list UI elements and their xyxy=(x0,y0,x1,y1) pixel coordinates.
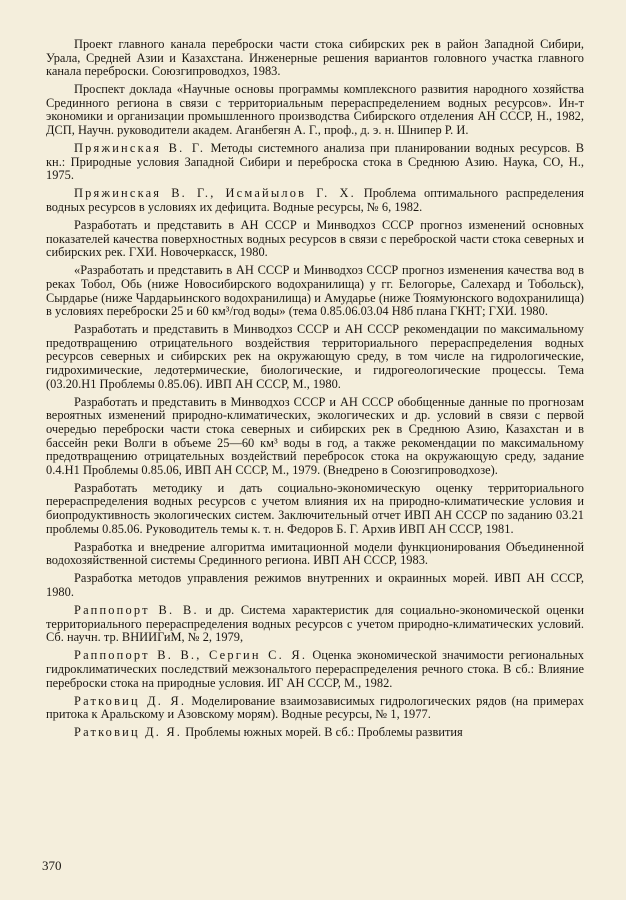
page-number: 370 xyxy=(42,858,62,873)
entry-text: Проблема оптимального распределения водных ресурсов в условиях их дефицита. Водные ресурсы, № 6, 1982. xyxy=(46,186,584,215)
entry-text: «Разработать и представить в АН СССР и Минводхоз СССР прогноз изменения качества вод в реках Тобол, Обь (ниже Новосибирского водохранилища) у гг. Белогорье, Салехард и Тобольск), Сырдарье (ниже Чардарьинского водохранилища) и Амударье (ниже Тюямуюнского водохранилища) в условиях переброски 25 и 60 км³/год воды» (тема 0.85.06.03.04 Н8б плана ГКНТ; ГХИ. 1980. xyxy=(46,263,584,319)
entry-text: Разработать и представить в Минводхоз СССР и АН СССР обобщенные данные по прогнозам вероятных изменений природно-климатических, экологических и др. условий в связи с первой очередью переброски части стока северных и сибирских рек в Среднюю Азию, Казахстан и в бассейн реки Волги в объеме 25—60 км³ воды в год, а также рекомендации по максимальному предотвращению отрицательных воздействий перебросок стока на окружающую среду, задание 0.4.Н1 Проблемы 0.85.06, ИВП АН СССР, М., 1979. (Внедрено в Союзгипроводхозе). xyxy=(46,394,584,477)
entry-author: Раппопорт В. В., Сергин С. Я. xyxy=(74,648,308,663)
entry-text: Разработка и внедрение алгоритма имитационной модели функционирования Объединенной водохозяйственной системы Срединного региона. ИВП АН СССР, 1983. xyxy=(46,539,584,568)
entry-text: Разработка методов управления режимов внутренних и окраинных морей. ИВП АН СССР, 1980. xyxy=(46,571,584,599)
bibliography-entry xyxy=(46,541,584,568)
entry-text: Проспект доклада «Научные основы программы комплексного развития народного хозяйства Срединного региона в связи с территориальным перераспределением водных ресурсов». Ин-т экономики и организации промышленного производства Сибирского отделения АН СССР, Н., 1982, ДСП, Научн. руководители академ. Аганбегян А. Г., проф., д. э. н. Шнипер Р. И. xyxy=(46,82,584,138)
entry-text: и др. Система характеристик для социально-экономической оценки территориального перераспределения водных ресурсов с учетом природно-климатических условий. Сб. научн. тр. ВНИИГиМ, № 2, 1979, xyxy=(46,603,584,645)
bibliography-entry xyxy=(46,726,584,740)
bibliography-entry xyxy=(46,604,584,645)
entry-author: Раппопорт В. В. xyxy=(74,603,199,618)
entry-author: Пряжинская В. Г. xyxy=(74,141,206,156)
bibliography-entry xyxy=(46,264,584,318)
bibliography-entry xyxy=(46,83,584,137)
entry-author: Ратковиц Д. Я. xyxy=(74,693,187,708)
bibliography-entry xyxy=(46,572,584,599)
entry-text: Моделирование взаимозависимых гидрологических рядов (на примерах притока к Аральскому и Азовскому морям). Водные ресурсы, № 1, 1977. xyxy=(46,693,584,722)
bibliography-entry xyxy=(46,219,584,260)
entry-text: Оценка экономической значимости региональных гидроклиматических последствий межзональтого перераспределения речного стока. В сб.: Влияние переброски стока на природные условия. ИГ АН СССР, М., 1982. xyxy=(46,648,584,690)
bibliography-entry xyxy=(46,142,584,183)
bibliography-entry xyxy=(46,323,584,391)
bibliography-entry xyxy=(46,695,584,722)
entry-author: Ратковиц Д. Я. xyxy=(74,725,183,740)
entry-author: Пряжинская В. Г., Исмайылов Г. Х. xyxy=(74,186,356,201)
entry-text: Проблемы южных морей. В сб.: Проблемы развития xyxy=(182,725,463,740)
entry-text: Разработать методику и дать социально-экономическую оценку территориального перераспределения водных ресурсов с учетом влияния их на природно-климатические условия и биопродуктивность экологических систем. Заключительный отчет ИВП АН СССР по заданию 03.21 проблемы 0.85.06. Руководитель темы к. т. н. Федоров Б. Г. Архив ИВП АН СССР, 1981. xyxy=(46,480,584,536)
entry-text: Разработать и представить в Минводхоз СССР и АН СССР рекомендации по максимальному предотвращению отрицательного воздействия территориального перераспределения водных ресурсов северных и сибирских рек на окружающую среду, в том числе на гидрологические, гидрохимические, ледотермические, биологические, и гидрогеологические процессы. Тема (03.20.Н1 Проблемы 0.85.06). ИВП АН СССР, М., 1980. xyxy=(46,322,584,391)
entry-text: Разработать и представить в АН СССР и Минводхоз СССР прогноз изменений основных показателей качества поверхностных водных ресурсов в связи с переброской части стока северных и сибирских рек. ГХИ. Новочеркасск, 1980. xyxy=(46,218,584,260)
bibliography-entry xyxy=(46,482,584,536)
bibliography-entry xyxy=(46,649,584,690)
bibliography-entry xyxy=(46,38,584,79)
entry-text: Проект главного канала переброски части стока сибирских рек в район Западной Сибири, Урала, Средней Азии и Казахстана. Инженерные решения вариантов головного участка главного канала переброски. Союзгипроводхоз, 1983. xyxy=(46,37,584,79)
bibliography-list xyxy=(46,38,584,744)
entry-text: Методы системного анализа при планировании водных ресурсов. В кн.: Природные условия Западной Сибири и переброска стока в Среднюю Азию. Наука, СО, Н., 1975. xyxy=(46,141,584,183)
bibliography-entry xyxy=(46,187,584,214)
bibliography-entry xyxy=(46,396,584,478)
